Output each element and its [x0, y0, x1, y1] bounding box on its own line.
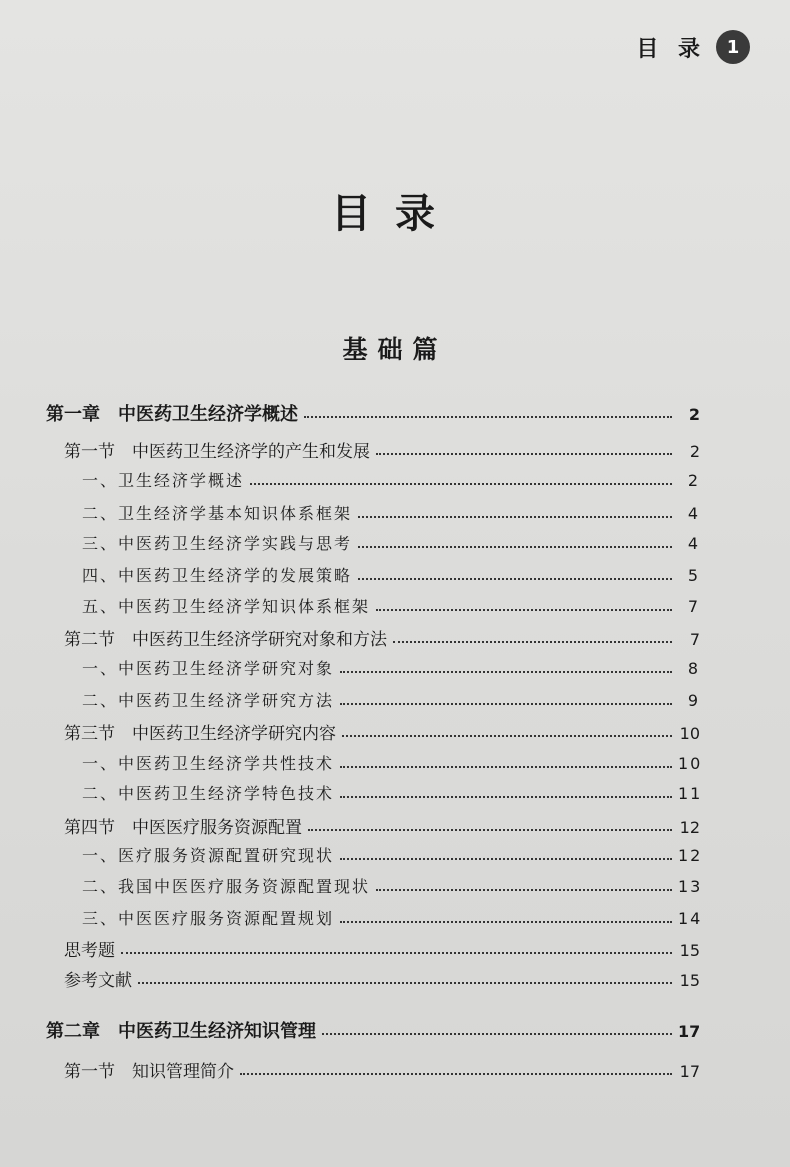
toc-entry-page: 7 [689, 630, 700, 649]
toc-entry-title: 一、中医药卫生经济学共性技术 [82, 754, 335, 773]
toc-subsection [82, 501, 700, 524]
toc-entry-title: 二、中医药卫生经济学特色技术 [82, 784, 335, 803]
toc-entry [64, 966, 700, 991]
toc-section [64, 1057, 700, 1082]
toc-leader-dots [340, 921, 672, 923]
toc-leader-dots [376, 889, 672, 891]
toc-leader-dots [376, 453, 672, 455]
toc-section [64, 437, 700, 462]
toc-entry-page: 12 [679, 818, 700, 837]
toc-leader-dots [393, 641, 672, 643]
header-title: 目 录 [636, 36, 706, 62]
toc-section [64, 625, 700, 650]
toc-section [64, 813, 700, 838]
toc-entry-page: 2 [689, 442, 700, 461]
toc-subsection [82, 656, 700, 679]
toc-leader-dots [121, 952, 672, 954]
toc-chapter [46, 400, 700, 426]
toc-entry-title: 一、医疗服务资源配置研究现状 [82, 846, 335, 865]
toc-entry-title: 四、中医药卫生经济学的发展策略 [82, 566, 353, 585]
toc-entry-page: 9 [687, 691, 700, 710]
toc-entry-page: 15 [679, 971, 700, 990]
toc-entry-title: 第一节 知识管理简介 [64, 1062, 234, 1082]
toc-entry-title: 一、中医药卫生经济学研究对象 [82, 659, 335, 678]
toc-leader-dots [358, 516, 672, 518]
toc-entry-title: 三、中医药卫生经济学实践与思考 [82, 534, 353, 553]
toc-entry-page: 13 [678, 877, 703, 896]
toc-entry-title: 第三节 中医药卫生经济学研究内容 [64, 724, 336, 744]
toc-entry-page: 12 [678, 846, 703, 865]
toc-subsection [82, 468, 700, 491]
toc-entry-page: 17 [678, 1022, 701, 1041]
toc-entry-page: 11 [678, 784, 703, 803]
toc-leader-dots [322, 1033, 672, 1035]
page-title: 目录 [331, 191, 459, 237]
toc-entry-title: 第一节 中医药卫生经济学的产生和发展 [64, 442, 370, 462]
toc-entry-page: 17 [679, 1062, 700, 1081]
toc-subsection [82, 874, 703, 897]
toc-leader-dots [340, 796, 672, 798]
toc-subsection [82, 906, 703, 929]
toc-leader-dots [376, 609, 672, 611]
toc-entry-title: 二、中医药卫生经济学研究方法 [82, 691, 335, 710]
part-title: 基础篇 [342, 335, 448, 364]
toc-entry-title: 一、卫生经济学概述 [82, 471, 245, 490]
toc-leader-dots [340, 858, 672, 860]
toc-leader-dots [340, 703, 672, 705]
toc-entry-title: 五、中医药卫生经济学知识体系框架 [82, 597, 371, 616]
toc-leader-dots [342, 735, 672, 737]
toc-entry-page: 4 [687, 534, 700, 553]
toc-entry-page: 2 [687, 471, 700, 490]
toc-leader-dots [138, 982, 672, 984]
toc-entry [64, 936, 700, 961]
toc-entry-page: 8 [687, 659, 700, 678]
toc-subsection [82, 688, 700, 711]
toc-entry-page: 7 [687, 597, 700, 616]
toc-leader-dots [250, 483, 672, 485]
toc-entry-page: 4 [687, 504, 700, 523]
toc-leader-dots [358, 546, 672, 548]
toc-entry-page: 10 [679, 724, 700, 743]
toc-entry-title: 第四节 中医医疗服务资源配置 [64, 818, 302, 838]
page-number-badge: 1 [716, 30, 750, 64]
toc-entry-title: 思考题 [64, 941, 115, 961]
toc-entry-page: 5 [687, 566, 700, 585]
toc-section [64, 719, 700, 744]
toc-entry-title: 三、中医医疗服务资源配置规划 [82, 909, 335, 928]
toc-leader-dots [340, 671, 672, 673]
toc-subsection [82, 563, 700, 586]
toc-entry-page: 15 [679, 941, 700, 960]
toc-subsection [82, 531, 700, 554]
toc-entry-title: 第二章 中医药卫生经济知识管理 [46, 1021, 316, 1042]
toc-leader-dots [340, 766, 672, 768]
toc-entry-page: 10 [678, 754, 703, 773]
toc-entry-title: 二、我国中医医疗服务资源配置现状 [82, 877, 371, 896]
toc-entry-title: 二、卫生经济学基本知识体系框架 [82, 504, 353, 523]
toc-leader-dots [304, 416, 672, 418]
toc-entry-title: 第二节 中医药卫生经济学研究对象和方法 [64, 630, 387, 650]
toc-subsection [82, 843, 703, 866]
toc-entry-title: 第一章 中医药卫生经济学概述 [46, 404, 298, 425]
running-header [636, 30, 750, 64]
toc-leader-dots [358, 578, 672, 580]
toc-subsection [82, 751, 703, 774]
toc-entry-title: 参考文献 [64, 971, 132, 991]
toc-subsection [82, 781, 703, 804]
toc-subsection [82, 594, 700, 617]
toc-chapter [46, 1017, 700, 1043]
toc-entry-page: 14 [678, 909, 703, 928]
toc-entry-page: 2 [688, 405, 700, 424]
toc-leader-dots [308, 829, 672, 831]
toc-leader-dots [240, 1073, 672, 1075]
